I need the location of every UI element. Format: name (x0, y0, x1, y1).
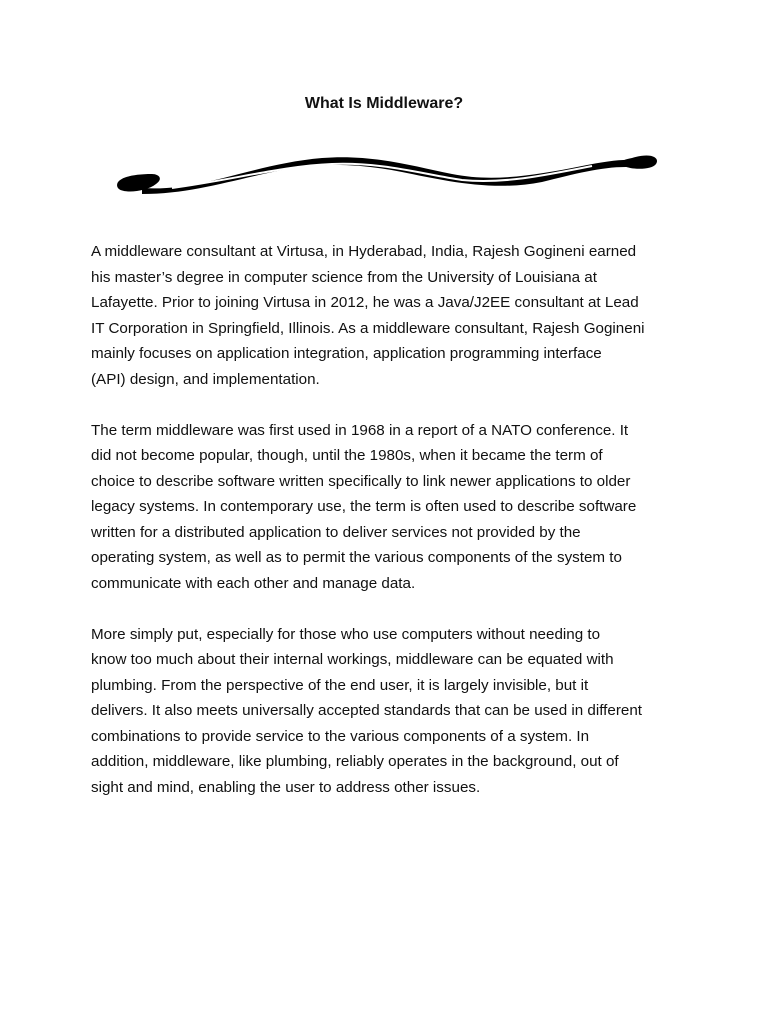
paragraph-1: A middleware consultant at Virtusa, in Hyderabad, India, Rajesh Gogineni earned his master’s degree in computer science from the University of Louisiana at Lafayette. Prior to joining Virtusa in 2012, he was a Java/J2EE consultant at Lead IT Corporation in Springfield, Illinois. As a middleware consultant, Rajesh Gogineni mainly focuses on application integration, application programming interface (API) design, and implementation. (91, 243, 645, 388)
paragraph-3: More simply put, especially for those who use computers without needing to know too much about their internal workings, middleware can be equated with plumbing. From the perspective of the end user, it is largely invisible, but it delivers. It also meets universally accepted standards that can be used in different combinations to provide service to the various components of a system. In addition, middleware, like plumbing, reliably operates in the background, out of sight and mind, enabling the user to address other issues. (91, 625, 642, 796)
paragraph-2: The term middleware was first used in 1968 in a report of a NATO conference. It did not become popular, though, until the 1980s, when it became the term of choice to describe software written specifically to link newer applications to older legacy systems. In contemporary use, the term is often used to describe software written for a distributed application to deliver services not provided by the operating system, as well as to permit the various components of the system to communicate with each other and manage data. (91, 421, 637, 592)
decorative-flourish-divider-icon (112, 148, 660, 200)
article-body (91, 239, 691, 826)
page-title: What Is Middleware? (304, 95, 464, 112)
